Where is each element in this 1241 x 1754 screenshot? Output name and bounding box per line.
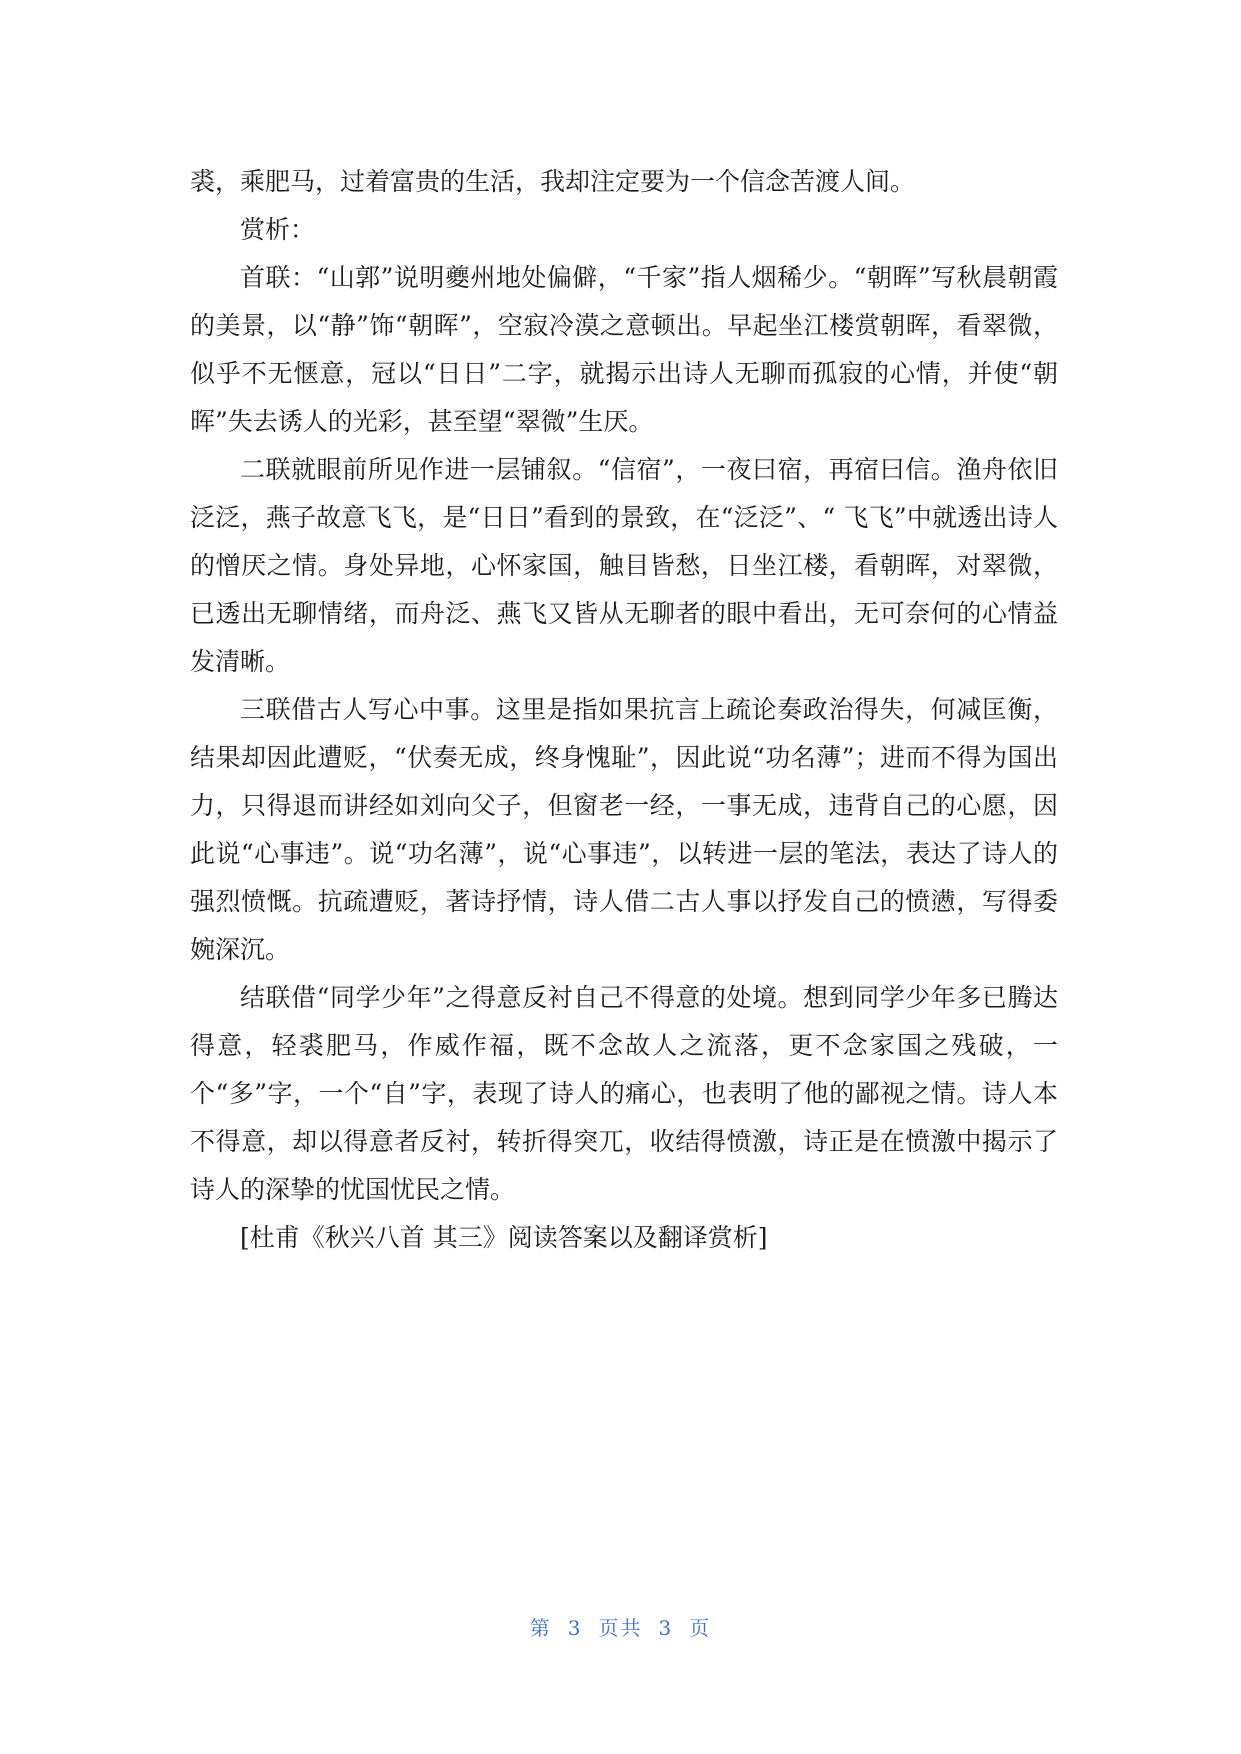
- document-body: [190, 158, 1058, 1262]
- paragraph-first-couplet: 首联：“山郭”说明夔州地处偏僻，“千家”指人烟稀少。“朝晖”写秋晨朝霞的美景，以“静”饰“朝晖”，空寂冷漠之意顿出。早起坐江楼赏朝晖，看翠微，似乎不无惬意，冠以“日日”二字，就揭示出诗人无聊而孤寂的心情，并使“朝晖”失去诱人的光彩，甚至望“翠微”生厌。: [190, 263, 1058, 436]
- page-footer: [0, 1612, 1241, 1641]
- footer-label-di: 第: [529, 1616, 552, 1640]
- paragraph-third-couplet: 三联借古人写心中事。这里是指如果抗言上疏论奏政治得失，何减匡衡，结果却因此遭贬，“伏奏无成，终身愧耻”，因此说“功名薄”；进而不得为国出力，只得退而讲经如刘向父子，但窗老一经，一事无成，违背自己的心愿，因此说“心事违”。说“功名薄”，说“心事违”，以转进一层的笔法，表达了诗人的强烈愤慨。抗疏遭贬，著诗抒情，诗人借二古人事以抒发自己的愤懑，写得委婉深沉。: [190, 695, 1058, 964]
- paragraph-analysis-heading: 赏析：: [240, 215, 316, 244]
- paragraph-final-couplet: 结联借“同学少年”之得意反衬自己不得意的处境。想到同学少年多已腾达得意，轻裘肥马，作威作福，既不念故人之流落，更不念家国之残破，一个“多”字，一个“自”字，表现了诗人的痛心，也表明了他的鄙视之情。诗人本不得意，却以得意者反衬，转折得突兀，收结得愤激，诗正是在愤激中揭示了诗人的深挚的忧国忧民之情。: [190, 983, 1058, 1204]
- paragraph-source-title: [杜甫《秋兴八首 其三》阅读答案以及翻译赏析]: [240, 1223, 768, 1252]
- footer-label-ye: 页: [689, 1616, 712, 1640]
- footer-total-pages: 3: [658, 1616, 674, 1640]
- footer-current-page: 3: [567, 1616, 583, 1640]
- paragraph-continuation: 裘，乘肥马，过着富贵的生活，我却注定要为一个信念苦渡人间。: [190, 167, 916, 196]
- footer-label-ye-gong: 页共: [598, 1616, 643, 1640]
- paragraph-second-couplet: 二联就眼前所见作进一层铺叙。“信宿”，一夜曰宿，再宿曰信。渔舟依旧泛泛，燕子故意飞飞，是“日日”看到的景致，在“泛泛”、“ 飞飞”中就透出诗人的憎厌之情。身处异地，心怀家国，触目皆愁，日坐江楼，看朝晖，对翠微，已透出无聊情绪，而舟泛、燕飞又皆从无聊者的眼中看出，无可奈何的心情益发清晰。: [190, 455, 1058, 676]
